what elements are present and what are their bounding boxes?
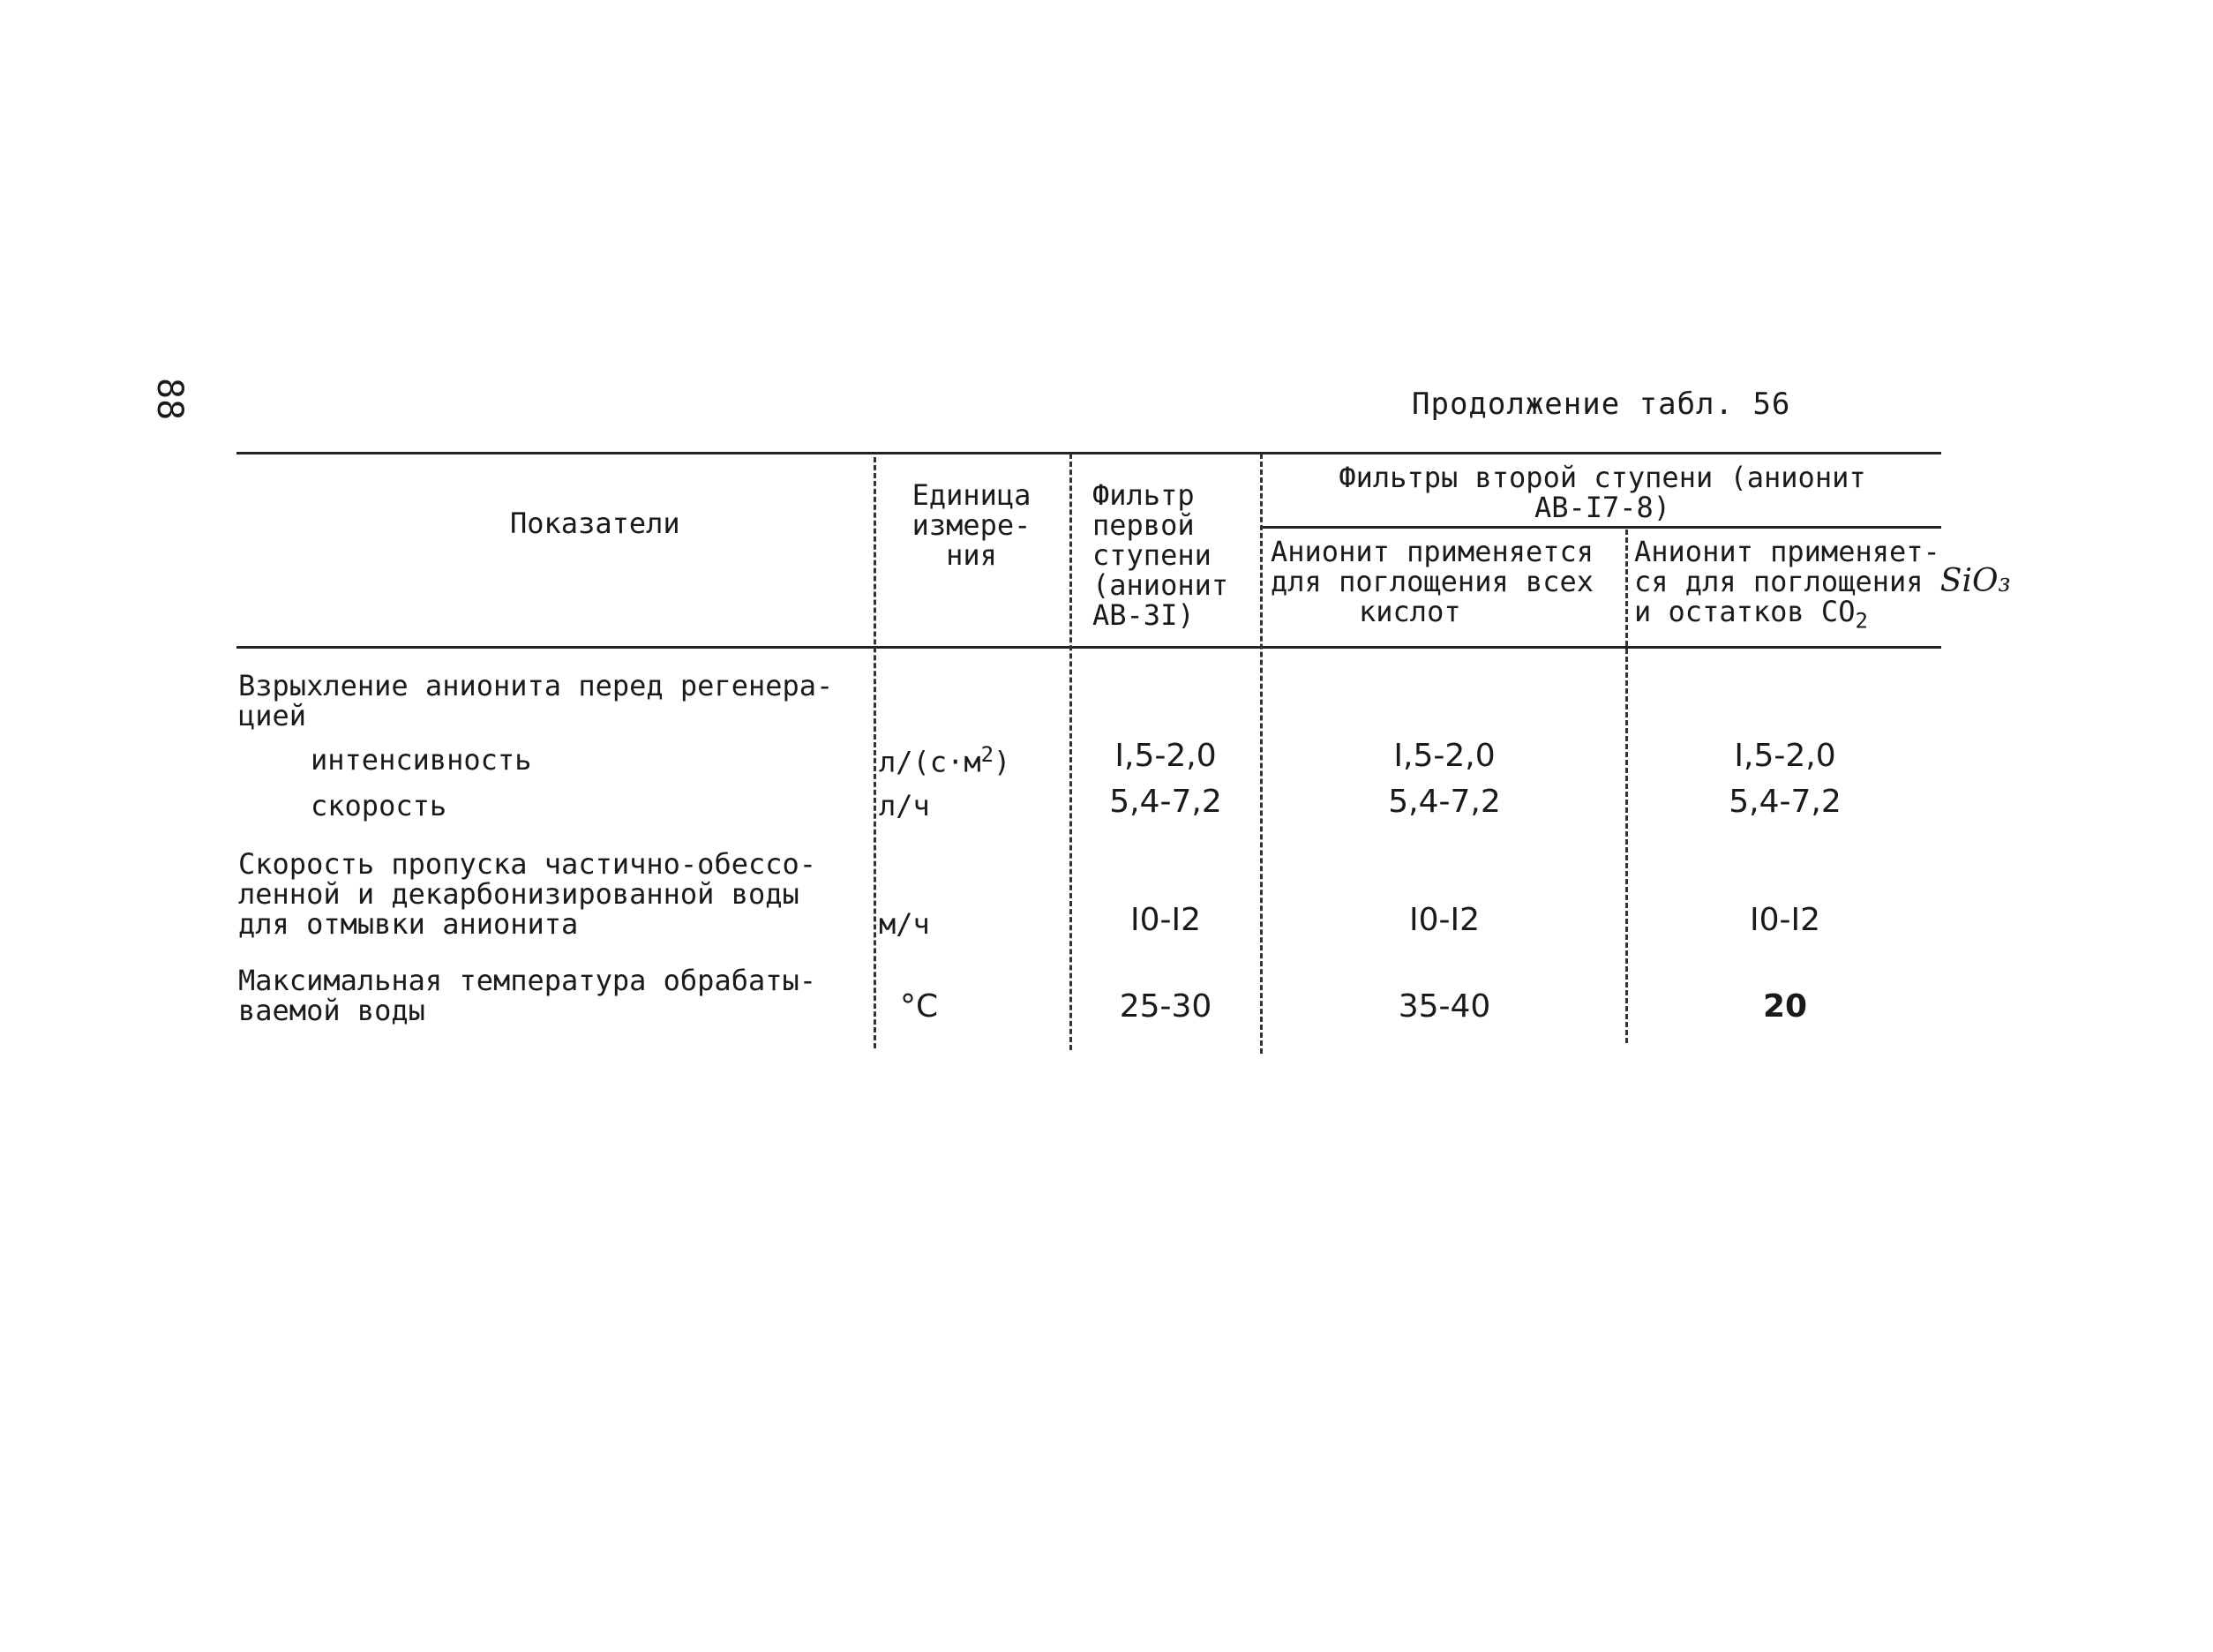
group-header-rule	[1260, 526, 1941, 529]
co2-subscript: 2	[1855, 608, 1868, 634]
header-indicators: Показатели	[510, 507, 680, 540]
header-filter1-line: АВ-3I)	[1092, 598, 1195, 632]
handwritten-sio3: SiO₃	[1939, 563, 2011, 599]
value-f2a-temperature: 35-40	[1398, 988, 1491, 1025]
row-unit-temperature: °С	[900, 988, 939, 1025]
row-label-line: ваемой воды	[238, 994, 425, 1027]
unit-text: л/(с·м	[879, 745, 981, 779]
header-filter1-line: (анионит	[1092, 568, 1229, 602]
row-label-line: Взрыхление анионита перед регенера-	[238, 669, 834, 702]
value-f2b-speed: 5,4-7,2	[1729, 784, 1842, 820]
row-label-temperature	[238, 965, 816, 1025]
row-label-intensity: интенсивность	[311, 743, 532, 777]
row-label-line: для отмывки анионита	[238, 907, 579, 941]
header-filter2b-line	[1634, 563, 2022, 599]
value-f1-rinse: I0-I2	[1129, 902, 1202, 938]
header-unit-line: Единица	[911, 478, 1031, 512]
row-label-speed: скорость	[311, 789, 447, 822]
table-top-rule	[236, 452, 1941, 454]
row-label-line: ленной и декарбонизированной воды	[238, 877, 799, 911]
row-unit-rinse: м/ч	[879, 907, 930, 941]
header-filter1-line: Фильтр	[1092, 478, 1195, 512]
row-unit-intensity	[879, 740, 1010, 777]
table-caption: Продолжение табл. 56	[1412, 387, 1791, 422]
header-filter2b-line	[1634, 597, 2022, 635]
header-filter2b-last: и остатков CO	[1634, 595, 1856, 628]
row-label-line: Максимальная температура обрабаты-	[238, 964, 817, 997]
column-divider-filter2	[1260, 454, 1263, 1054]
header-bottom-rule	[236, 646, 1941, 649]
value-f2b-intensity: I,5-2,0	[1734, 738, 1836, 774]
header-filter2a-line: кислот	[1359, 595, 1461, 628]
row-label-loosening	[238, 671, 833, 731]
row-label-line: Скорость пропуска частично-обессо-	[238, 847, 817, 881]
value-f2a-intensity: I,5-2,0	[1393, 738, 1496, 774]
value-f1-temperature: 25-30	[1119, 988, 1212, 1025]
column-divider-unit	[874, 457, 876, 1048]
column-divider-filter2b	[1625, 529, 1628, 1043]
header-unit-line: ния	[946, 538, 997, 572]
header-filter2b	[1634, 537, 2022, 635]
value-f2b-rinse: I0-I2	[1749, 902, 1821, 938]
header-unit	[877, 480, 1066, 570]
header-filter2b-line-text: ся для поглощения	[1634, 565, 1924, 598]
header-filter1-line: первой	[1092, 508, 1195, 542]
value-f2a-rinse: I0-I2	[1408, 902, 1481, 938]
value-f1-speed: 5,4-7,2	[1109, 784, 1222, 820]
header-filter2-group	[1264, 462, 1941, 522]
column-divider-filter1	[1069, 454, 1072, 1050]
header-filter1-line: ступени	[1092, 538, 1212, 572]
unit-superscript: 2	[980, 742, 994, 767]
header-filter2a-line: для поглощения всех	[1271, 565, 1594, 598]
header-filter2a	[1271, 537, 1594, 627]
header-filter1	[1092, 480, 1228, 630]
value-f1-intensity: I,5-2,0	[1114, 738, 1217, 774]
row-unit-speed: л/ч	[879, 789, 930, 822]
header-unit-line: измере-	[911, 508, 1031, 542]
row-label-line: цией	[238, 699, 307, 732]
page-number: 88	[149, 378, 190, 421]
header-filter2-group-line: Фильтры второй ступени (анионит	[1339, 461, 1866, 494]
header-filter2-group-line: АВ-I7-8)	[1534, 491, 1671, 524]
row-label-rinse	[238, 849, 816, 939]
header-filter2a-line: Анионит применяется	[1271, 535, 1594, 568]
value-f2a-speed: 5,4-7,2	[1388, 784, 1501, 820]
unit-close: )	[994, 745, 1011, 779]
header-filter2b-line: Анионит применяет-	[1634, 535, 1940, 568]
value-f2b-temperature: 20	[1762, 988, 1808, 1025]
